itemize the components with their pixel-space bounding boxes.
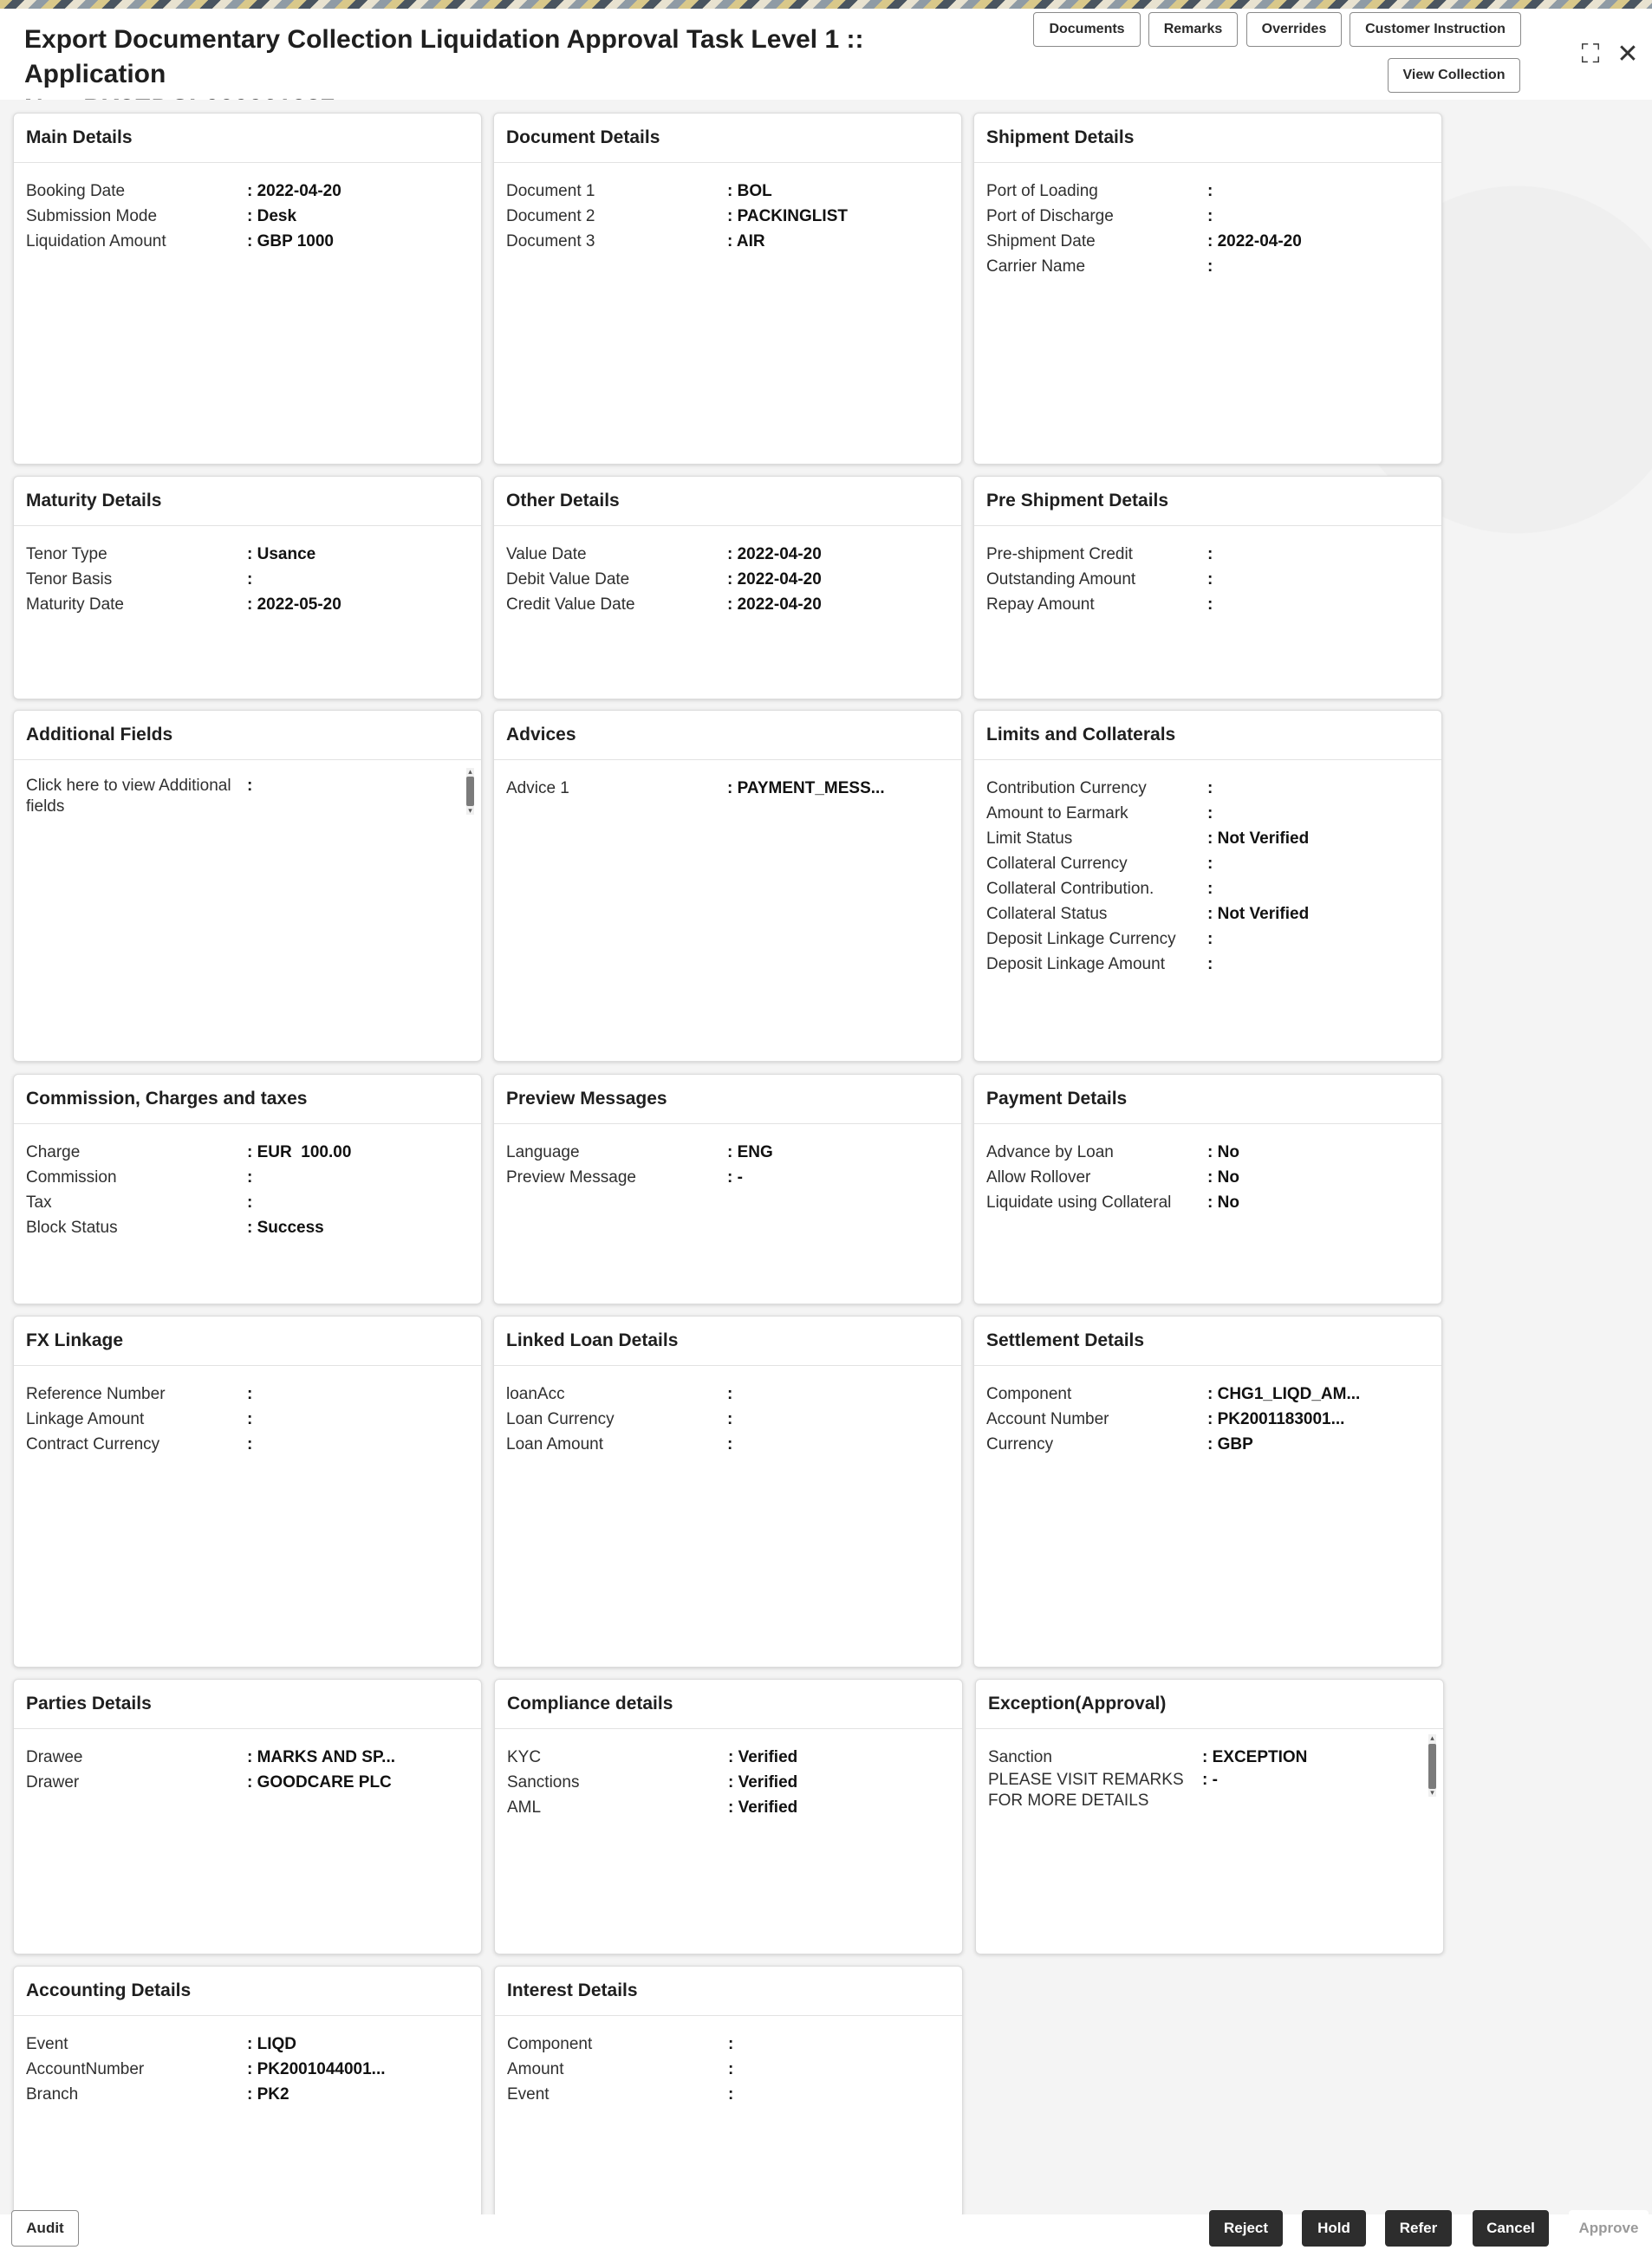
field-row — [986, 1432, 1429, 1457]
field-label: Language — [506, 1143, 580, 1161]
field-label: Port of Loading — [986, 182, 1098, 200]
field-value: : Verified — [728, 1798, 798, 1817]
card-title: Compliance details — [495, 1680, 962, 1729]
field-value: : — [247, 1410, 253, 1428]
field-row — [506, 592, 949, 617]
field-label: Drawer — [26, 1773, 80, 1792]
field-label: Amount to Earmark — [986, 804, 1128, 823]
field-row — [986, 1140, 1429, 1165]
card-title: Document Details — [494, 114, 961, 163]
scroll-up-icon[interactable]: ▴ — [1430, 1733, 1434, 1742]
field-row — [986, 851, 1429, 876]
payment-details-card — [973, 1074, 1442, 1304]
field-row — [986, 901, 1429, 927]
field-row — [506, 776, 949, 801]
scroll-down-icon[interactable]: ▾ — [1430, 1788, 1434, 1797]
fx-linkage-card — [13, 1316, 482, 1668]
field-label: AccountNumber — [26, 2060, 145, 2078]
field-row — [986, 179, 1429, 204]
field-value: : - — [1202, 1771, 1218, 1789]
field-list — [495, 1729, 962, 1820]
remarks-button[interactable]: Remarks — [1148, 12, 1238, 47]
card-title: FX Linkage — [14, 1317, 481, 1366]
field-label: Tenor Basis — [26, 570, 113, 589]
field-label: Event — [507, 2085, 550, 2104]
maturity-details-card — [13, 476, 482, 699]
field-value: : — [1207, 545, 1213, 563]
field-label: Tenor Type — [26, 545, 107, 563]
field-list — [494, 1366, 961, 1457]
field-row — [986, 542, 1429, 567]
field-label: Collateral Status — [986, 905, 1108, 923]
parties-details-card — [13, 1679, 482, 1954]
field-row — [986, 254, 1429, 279]
field-row — [507, 2082, 950, 2107]
field-list — [14, 1729, 481, 1795]
field-row — [26, 1382, 469, 1407]
shipment-details-card — [973, 113, 1442, 465]
field-value: : — [727, 1410, 733, 1428]
field-value: : — [727, 1385, 733, 1403]
field-value: : PK2001183001... — [1207, 1410, 1345, 1428]
limits-and-collaterals-card — [973, 710, 1442, 1062]
field-label: Account Number — [986, 1410, 1109, 1428]
field-row — [986, 826, 1429, 851]
field-row — [986, 801, 1429, 826]
refer-button[interactable]: Refer — [1385, 2210, 1452, 2247]
field-list — [14, 1124, 481, 1240]
field-list — [14, 526, 481, 617]
overrides-button[interactable]: Overrides — [1246, 12, 1342, 47]
field-value: : — [728, 2085, 734, 2104]
linked-loan-details-card — [493, 1316, 962, 1668]
field-value: : No — [1207, 1193, 1239, 1212]
card-title: Exception(Approval) — [976, 1680, 1443, 1729]
advices-card — [493, 710, 962, 1062]
field-label: Document 3 — [506, 232, 595, 250]
compliance-details-card — [494, 1679, 963, 1954]
field-list — [494, 163, 961, 254]
field-value: : — [1207, 182, 1213, 200]
field-value: : EXCEPTION — [1202, 1748, 1308, 1766]
field-value: : — [1207, 779, 1213, 797]
field-list — [14, 760, 481, 817]
field-label: Component — [986, 1385, 1072, 1403]
field-row — [986, 952, 1429, 977]
field-row — [506, 204, 949, 229]
field-label-line-2: FOR MORE DETAILS — [988, 1792, 1149, 1810]
card-title: Linked Loan Details — [494, 1317, 961, 1366]
field-row — [507, 1795, 950, 1820]
card-title: Payment Details — [974, 1075, 1441, 1124]
field-value: : 2022-04-20 — [247, 182, 341, 200]
field-label: KYC — [507, 1748, 542, 1766]
field-value: : — [247, 1168, 253, 1187]
additional-fields-scrollbar[interactable] — [466, 768, 474, 815]
field-value: : — [1207, 804, 1213, 823]
card-title: Advices — [494, 711, 961, 760]
field-label: Currency — [986, 1435, 1054, 1453]
audit-button[interactable]: Audit — [11, 2210, 79, 2247]
field-list — [974, 1124, 1441, 1215]
field-value: : 2022-04-20 — [1207, 232, 1302, 250]
card-title: Accounting Details — [14, 1967, 481, 2016]
field-list — [14, 2016, 481, 2107]
field-label — [26, 776, 247, 817]
field-row — [986, 1190, 1429, 1215]
field-value: : MARKS AND SP... — [247, 1748, 396, 1766]
field-label: Tax — [26, 1193, 52, 1212]
field-label: Charge — [26, 1143, 81, 1161]
field-value: : - — [727, 1168, 743, 1187]
field-list — [14, 1366, 481, 1457]
field-label: Submission Mode — [26, 207, 158, 225]
field-row — [988, 1745, 1431, 1770]
field-list — [494, 760, 961, 801]
field-value: : AIR — [727, 232, 765, 250]
field-label: Loan Amount — [506, 1435, 603, 1453]
title-line-1: Export Documentary Collection Liquidation Approval Task Level 1 :: Application — [24, 25, 864, 88]
accounting-details-card — [13, 1966, 482, 2219]
field-label: Debit Value Date — [506, 570, 630, 589]
pre-shipment-details-card — [973, 476, 1442, 699]
field-value: : — [247, 1193, 253, 1212]
field-row — [506, 1140, 949, 1165]
field-label: Component — [507, 2035, 593, 2053]
field-value: : 2022-04-20 — [727, 570, 822, 589]
field-value: : CHG1_LIQD_AM... — [1207, 1385, 1361, 1403]
field-row — [26, 567, 469, 592]
field-label: Deposit Linkage Amount — [986, 955, 1165, 973]
field-label: Document 2 — [506, 207, 595, 225]
interest-details-card — [494, 1966, 963, 2219]
field-label: Pre-shipment Credit — [986, 545, 1133, 563]
field-label: Credit Value Date — [506, 595, 635, 614]
card-title: Preview Messages — [494, 1075, 961, 1124]
field-label: Reference Number — [26, 1385, 166, 1403]
field-row — [506, 567, 949, 592]
field-label — [988, 1770, 1202, 1811]
field-value: : GBP — [1207, 1435, 1253, 1453]
field-value: : Desk — [247, 207, 297, 225]
field-value: : BOL — [727, 182, 772, 200]
field-row — [26, 1190, 469, 1215]
field-label: Booking Date — [26, 182, 126, 200]
field-value: : No — [1207, 1143, 1239, 1161]
field-label: Repay Amount — [986, 595, 1095, 614]
field-row — [986, 204, 1429, 229]
field-row — [26, 1432, 469, 1457]
field-row — [26, 592, 469, 617]
field-label: Contract Currency — [26, 1435, 160, 1453]
field-row — [26, 2082, 469, 2107]
commission-charges-card — [13, 1074, 482, 1304]
card-title: Shipment Details — [974, 114, 1441, 163]
view-additional-fields-link[interactable] — [26, 776, 460, 817]
cancel-button[interactable]: Cancel — [1473, 2210, 1549, 2247]
field-label: Shipment Date — [986, 232, 1096, 250]
field-label: Block Status — [26, 1219, 118, 1237]
field-row — [26, 1745, 469, 1770]
field-value: : ENG — [727, 1143, 773, 1161]
field-value: : 2022-04-20 — [727, 545, 822, 563]
field-row — [986, 1382, 1429, 1407]
field-label: Collateral Currency — [986, 855, 1128, 873]
field-row — [986, 927, 1429, 952]
field-row — [986, 567, 1429, 592]
field-label: Amount — [507, 2060, 564, 2078]
field-row — [986, 1165, 1429, 1190]
card-title: Parties Details — [14, 1680, 481, 1729]
other-details-card — [493, 476, 962, 699]
field-value: : — [1207, 880, 1213, 898]
field-value: : PK2001044001... — [247, 2060, 386, 2078]
field-label: Document 1 — [506, 182, 595, 200]
field-value: : — [728, 2060, 734, 2078]
exception-approval-card — [975, 1679, 1444, 1954]
field-value: : — [1207, 930, 1213, 948]
field-value: : — [247, 1435, 253, 1453]
field-row — [26, 1407, 469, 1432]
field-value: : GOODCARE PLC — [247, 1773, 392, 1792]
field-value: : 2022-04-20 — [727, 595, 822, 614]
field-row — [506, 1165, 949, 1190]
field-value: : Not Verified — [1207, 829, 1310, 848]
additional-fields-card — [13, 710, 482, 1062]
field-value: : 2022-05-20 — [247, 595, 341, 614]
field-row — [986, 1407, 1429, 1432]
field-label-line-1: PLEASE VISIT REMARKS — [988, 1771, 1184, 1789]
field-label-line-2: fields — [26, 797, 65, 816]
field-label: Port of Discharge — [986, 207, 1114, 225]
card-title: Additional Fields — [14, 711, 481, 760]
field-value: : GBP 1000 — [247, 232, 334, 250]
field-label: Sanction — [988, 1748, 1052, 1766]
card-title: Other Details — [494, 477, 961, 526]
field-list — [14, 163, 481, 254]
field-label: Loan Currency — [506, 1410, 615, 1428]
field-value: : PK2 — [247, 2085, 289, 2104]
field-value: : — [1207, 595, 1213, 614]
field-row — [506, 1407, 949, 1432]
main-details-card — [13, 113, 482, 465]
field-label: Event — [26, 2035, 68, 2053]
field-label: Value Date — [506, 545, 587, 563]
field-value: : Success — [247, 1219, 324, 1237]
card-title: Interest Details — [495, 1967, 962, 2016]
field-list — [974, 163, 1441, 279]
customer-instruction-button[interactable]: Customer Instruction — [1350, 12, 1521, 47]
field-list — [495, 2016, 962, 2107]
approve-button[interactable]: Approve — [1569, 2210, 1649, 2247]
field-row — [506, 542, 949, 567]
field-value: : No — [1207, 1168, 1239, 1187]
field-label: Drawee — [26, 1748, 83, 1766]
field-value: : — [247, 570, 253, 589]
field-label: Carrier Name — [986, 257, 1086, 276]
field-row — [26, 1140, 469, 1165]
field-row — [26, 1165, 469, 1190]
field-value: : — [1207, 570, 1213, 589]
field-value: : Not Verified — [1207, 905, 1310, 923]
field-value: : — [1207, 955, 1213, 973]
field-list — [974, 760, 1441, 977]
field-row — [26, 1770, 469, 1795]
collapse-icon[interactable]: ⛶ — [1581, 40, 1600, 68]
field-row — [506, 229, 949, 254]
card-title: Settlement Details — [974, 1317, 1441, 1366]
field-label: Commission — [26, 1168, 117, 1187]
field-label: Preview Message — [506, 1168, 636, 1187]
field-value: : — [1207, 855, 1213, 873]
field-label: Collateral Contribution. — [986, 880, 1154, 898]
field-row — [26, 229, 469, 254]
scroll-down-icon[interactable]: ▾ — [468, 806, 472, 815]
field-value: : EUR 100.00 — [247, 1143, 352, 1161]
field-row — [26, 542, 469, 567]
field-row — [507, 2032, 950, 2057]
field-value: : LIQD — [247, 2035, 296, 2053]
field-row — [26, 2057, 469, 2082]
reject-button[interactable]: Reject — [1209, 2210, 1283, 2247]
scrollbar-thumb[interactable] — [1428, 1744, 1436, 1789]
field-value: : — [247, 1385, 253, 1403]
card-title: Maturity Details — [14, 477, 481, 526]
field-label: Allow Rollover — [986, 1168, 1091, 1187]
field-row — [986, 876, 1429, 901]
field-label: Outstanding Amount — [986, 570, 1136, 589]
scrollbar-thumb[interactable] — [466, 777, 474, 806]
field-label: Sanctions — [507, 1773, 580, 1792]
field-value: : Usance — [247, 545, 316, 563]
field-label: Maturity Date — [26, 595, 124, 614]
field-label: Deposit Linkage Currency — [986, 930, 1176, 948]
view-collection-button[interactable]: View Collection — [1388, 58, 1520, 93]
field-label: Linkage Amount — [26, 1410, 145, 1428]
field-value: : Verified — [728, 1773, 798, 1792]
field-row — [986, 592, 1429, 617]
field-label-line-1: Click here to view Additional — [26, 777, 231, 795]
field-row — [26, 204, 469, 229]
document-details-card — [493, 113, 962, 465]
exception-scrollbar[interactable] — [1428, 1734, 1436, 1797]
field-label: Branch — [26, 2085, 79, 2104]
field-label: Liquidation Amount — [26, 232, 166, 250]
field-row — [506, 179, 949, 204]
card-title: Main Details — [14, 114, 481, 163]
card-title: Pre Shipment Details — [974, 477, 1441, 526]
close-icon[interactable]: ✕ — [1616, 40, 1639, 68]
field-label: AML — [507, 1798, 542, 1817]
field-value: : — [727, 1435, 733, 1453]
field-list — [976, 1729, 1443, 1811]
field-label: Advice 1 — [506, 779, 569, 797]
field-label: Liquidate using Collateral — [986, 1193, 1172, 1212]
field-value: : — [247, 777, 253, 795]
scroll-up-icon[interactable]: ▴ — [468, 767, 472, 776]
field-label: Advance by Loan — [986, 1143, 1114, 1161]
field-list — [974, 526, 1441, 617]
card-title: Commission, Charges and taxes — [14, 1075, 481, 1124]
field-row — [986, 776, 1429, 801]
field-row — [986, 229, 1429, 254]
field-list — [494, 526, 961, 617]
field-row — [507, 2057, 950, 2082]
documents-button[interactable]: Documents — [1033, 12, 1141, 47]
settlement-details-card — [973, 1316, 1442, 1668]
field-row — [506, 1382, 949, 1407]
field-row — [26, 2032, 469, 2057]
field-value: : — [1207, 257, 1213, 276]
field-label: loanAcc — [506, 1385, 565, 1403]
top-decorative-strip — [0, 0, 1652, 9]
hold-button[interactable]: Hold — [1302, 2210, 1366, 2247]
field-value: : Verified — [728, 1748, 798, 1766]
field-list — [974, 1366, 1441, 1457]
field-label: Contribution Currency — [986, 779, 1147, 797]
field-value: : — [728, 2035, 734, 2053]
card-title: Limits and Collaterals — [974, 711, 1441, 760]
field-row — [26, 179, 469, 204]
field-row — [506, 1432, 949, 1457]
field-label: Limit Status — [986, 829, 1073, 848]
field-value: : PACKINGLIST — [727, 207, 848, 225]
page-header — [0, 9, 1652, 100]
field-list — [494, 1124, 961, 1190]
field-row — [507, 1770, 950, 1795]
field-row — [988, 1770, 1431, 1811]
field-value: : PAYMENT_MESS... — [727, 779, 885, 797]
field-row — [507, 1745, 950, 1770]
preview-messages-card — [493, 1074, 962, 1304]
field-row — [26, 1215, 469, 1240]
field-value: : — [1207, 207, 1213, 225]
